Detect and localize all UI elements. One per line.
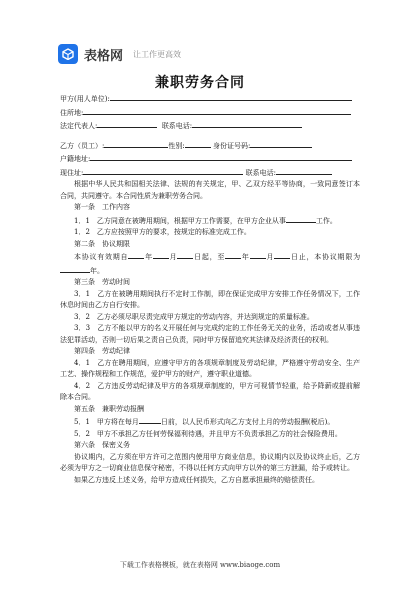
clause-3-1: 3．1 乙方在被聘用期间执行不定时工作制，即在保证完成甲方安排工作任务情况下，工作休息时间由乙方自行安排。 [60,289,360,309]
party-b-label: 乙方（员工）: [60,141,105,150]
brand-slogan: 让工作更高效 [133,49,182,59]
party-b-phone-field[interactable] [276,166,332,175]
clause-6-2: 如果乙方违反上述义务，给甲方造成任何损失，乙方自愿承担最终的赔偿责任。 [74,475,319,484]
party-a-address-line [60,106,360,120]
article-4-heading: 第四条 劳动纪律 [74,347,130,355]
party-a-rep-line [60,119,360,133]
clause-4-2: 4．2 乙方违反劳动纪律及甲方的各项规章制度的，甲方可视情节轻重，给予降薪或提前解除本合同。 [60,381,360,401]
party-b-phone-label: 联系电话: [245,168,276,177]
party-a-phone-field[interactable] [192,119,302,128]
party-a-unit-field[interactable] [110,92,352,101]
contract-body [60,92,360,486]
document-title: 兼职劳务合同 [155,75,245,91]
residence-field[interactable] [83,166,243,175]
party-a-address-label: 住所地: [60,108,84,117]
party-a-unit-line [60,92,360,106]
hukou-line [60,152,360,166]
residence-label: 现住址: [60,168,84,177]
clause-5-1: 5．1 甲方将在每月 日前，以人民币形式向乙方支付上月的劳动报酬(税后)。 [60,415,360,429]
legal-rep-label: 法定代表人: [60,122,98,130]
hukou-label: 户籍地址: [60,155,91,163]
party-a-unit-label: 甲方(用人单位): [60,95,110,103]
article-2-heading: 第二条 协议期限 [74,239,130,248]
clause-6-1: 协议期内，乙方须在甲方许可之范围内使用甲方商业信息，协议期内以及协议终止后，乙方必须为甲方之一切商业信息保守秘密，不得以任何方式向甲方以外的第三方泄漏，给予或转让。 [60,452,360,472]
id-number-field[interactable] [250,139,312,148]
brand-name: 表格网 [84,48,124,64]
cube-logo-icon [58,44,78,64]
party-a-phone-label: 联系电话: [161,122,193,130]
party-b-name-field[interactable] [104,139,168,148]
intro-paragraph: 根据中华人民共和国相关法律、法规的有关规定，甲、乙双方经平等协商，一致同意签订本合同，共同遵守。本合同性质为兼职劳务合同。 [60,180,360,200]
clause-4-1: 4．1 乙方在聘用期间，应遵守甲方的各项规章制度及劳动纪律，严格遵守劳动安全、生产工艺、操作规程和工作规范，爱护甲方的财产，遵守职业道德。 [60,358,360,378]
id-label: 身份证号码: [212,141,251,150]
article-3-heading: 第三条 劳动时间 [74,278,130,286]
party-b-line [60,139,360,153]
article-6-heading: 第六条 保密义务 [74,441,130,449]
residence-line [60,166,360,180]
footer-download-note: 下载工作表格模板，就在表格网 www.biaoge.com [119,561,281,569]
party-a-address-field[interactable] [83,106,351,115]
clause-2-term: 本协议有效期自 年 月 日起，至 年 月 日止，本协议期限为年。 [60,250,360,277]
article-1-heading: 第一条 工作内容 [74,203,130,211]
clause-5-2: 5．2 甲方不承担乙方任何劳保福利待遇，并且甲方不负责承担乙方的社会保险费用。 [74,429,342,438]
gender-label: 性别: [168,141,185,150]
gender-field[interactable] [185,139,211,148]
brand-logo [58,44,181,64]
hukou-field[interactable] [90,152,352,161]
clause-3-2: 3．2 乙方必须尽职尽责完成甲方规定的劳动内容，并达到规定的质量标准。 [74,312,314,321]
clause-1-2: 1．2 乙方应按照甲方的要求，按规定的标准完成工作。 [74,228,251,236]
article-5-heading: 第五条 兼职劳动报酬 [74,404,144,413]
legal-rep-field[interactable] [97,119,157,128]
clause-3-3: 3．3 乙方不能以甲方的名义开展任何与完成约定的工作任务无关的业务，活动或者从事违法犯罪活动，否则一切后果之责自己负责，同时甲方保留追究其法律及经济责任的权利。 [60,324,360,344]
clause-1-1: 1．1 乙方同意在被聘用期间，根据甲方工作需要，在甲方企业从事 工作。 [60,214,360,228]
